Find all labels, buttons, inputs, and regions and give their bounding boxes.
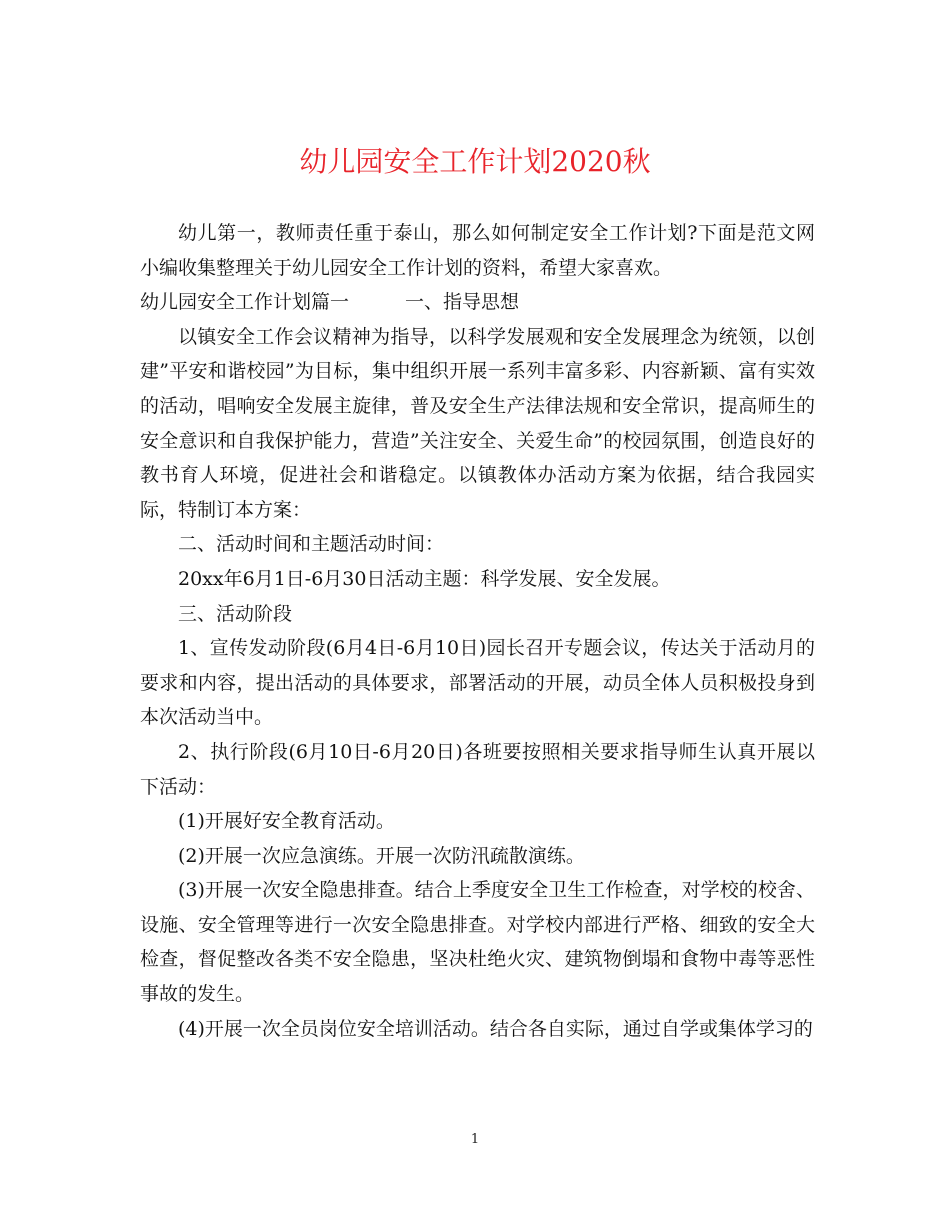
intro-paragraph: 幼儿第一，教师责任重于泰山，那么如何制定安全工作计划?下面是范文网小编收集整理关于幼儿园安全工作计划的资料，希望大家喜欢。 (140, 222, 815, 279)
stage-one-paragraph: 1、宣传发动阶段(6月4日-6月10日)园长召开专题会议，传达关于活动月的要求和内容，提出活动的具体要求，部署活动的开展，动员全体人员积极投身到本次活动当中。 (140, 637, 815, 729)
page-number: 1 (470, 1132, 480, 1147)
activity-item-4: (4)开展一次全员岗位安全培训活动。结合各自实际，通过自学或集体学习的 (178, 1017, 813, 1040)
activity-stages-heading: 三、活动阶段 (178, 602, 293, 625)
section-item-title: 一、指导思想 (405, 291, 520, 314)
document-body (140, 216, 815, 1046)
document-title: 幼儿园安全工作计划2020秋 (299, 145, 651, 178)
activity-item-3: (3)开展一次安全隐患排查。结合上季度安全卫生工作检查，对学校的校舍、设施、安全管理等进行一次安全隐患排查。对学校内部进行严格、细致的安全大检查，督促整改各类不安全隐患，坚决杜绝火灾、建筑物倒塌和食物中毒等恶性事故的发生。 (140, 879, 815, 1006)
section-heading (140, 285, 815, 320)
section-part-title: 幼儿园安全工作计划篇一 (140, 291, 350, 314)
activity-date-paragraph: 20xx年6月1日-6月30日活动主题：科学发展、安全发展。 (178, 567, 671, 590)
guiding-principles-paragraph: 以镇安全工作会议精神为指导，以科学发展观和安全发展理念为统领，以创建”平安和谐校园”为目标，集中组织开展一系列丰富多彩、内容新颖、富有实效的活动，唱响安全发展主旋律，普及安全生产法律法规和安全常识，提高师生的安全意识和自我保护能力，营造”关注安全、关爱生命”的校园氛围，创造良好的教书育人环境，促进社会和谐稳定。以镇教体办活动方案为依据，结合我园实际，特制订本方案： (140, 325, 815, 521)
activity-item-1: (1)开展好安全教育活动。 (178, 810, 395, 833)
activity-time-heading: 二、活动时间和主题活动时间： (178, 533, 445, 556)
activity-item-2: (2)开展一次应急演练。开展一次防汛疏散演练。 (178, 844, 585, 867)
stage-two-paragraph: 2、执行阶段(6月10日-6月20日)各班要按照相关要求指导师生认真开展以下活动： (140, 740, 815, 798)
